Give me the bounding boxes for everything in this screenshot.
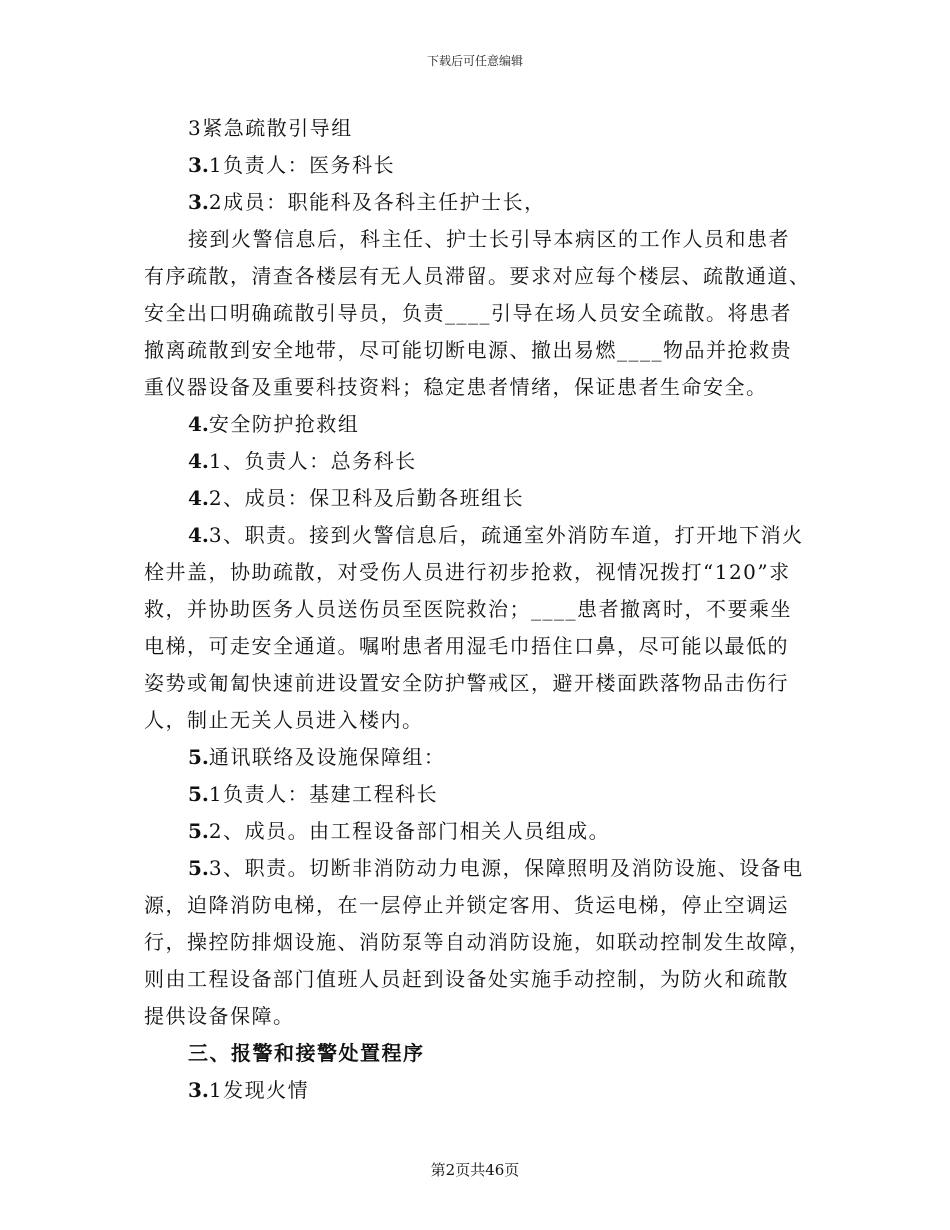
line-text: 则由工程设备部门值班人员赶到设备处实施手动控制，为防火和疏散	[144, 967, 789, 991]
item-number: 4.	[188, 449, 209, 473]
paragraph-line	[144, 850, 809, 887]
paragraph-line	[144, 258, 809, 295]
line-text: 栓井盖，协助疏散，对受伤人员进行初步抢救，视情况拨打“120”求	[144, 560, 791, 584]
line-text: 2、成员。由工程设备部门相关人员组成。	[208, 819, 611, 843]
paragraph-line	[144, 443, 809, 480]
paragraph-line	[144, 813, 809, 850]
page-footer: 第2页共46页	[430, 1161, 520, 1179]
line-text: 撤离疏散到安全地带，尽可能切断电源、撤出易燃____物品并抢救贵	[144, 338, 792, 362]
paragraph-line	[144, 924, 809, 961]
line-text: 1负责人：基建工程科长	[208, 782, 439, 806]
item-number: 4.	[188, 412, 209, 436]
paragraph-line	[144, 554, 809, 591]
line-text: 3、职责。接到火警信息后，疏通室外消防车道，打开地下消火	[208, 523, 804, 547]
line-text: 1发现火情	[208, 1078, 310, 1102]
paragraph-line	[144, 1072, 809, 1109]
paragraph-line	[144, 702, 809, 739]
paragraph-line	[144, 517, 809, 554]
item-number: 3	[188, 116, 203, 140]
line-text: 1、负责人：总务科长	[208, 449, 417, 473]
line-text: 1负责人：医务科长	[208, 153, 396, 177]
document-body	[144, 110, 809, 1109]
paragraph-line	[144, 776, 809, 813]
page-header: 下载后可任意编辑	[426, 54, 523, 68]
paragraph-line	[144, 887, 809, 924]
line-text: 有序疏散，清查各楼层有无人员滞留。要求对应每个楼层、疏散通道、	[144, 264, 811, 288]
paragraph-line	[144, 591, 809, 628]
line-text: 提供设备保障。	[144, 1004, 295, 1028]
line-text: 安全防护抢救组	[208, 412, 360, 436]
paragraph-line	[144, 184, 809, 221]
paragraph-line	[144, 295, 809, 332]
paragraph-line	[144, 628, 809, 665]
item-number: 5.	[188, 819, 209, 843]
line-text: 三、报警和接警处置程序	[188, 1041, 425, 1065]
line-text: 2成员：职能科及各科主任护士长，	[208, 190, 546, 214]
line-text: 源，迫降消防电梯，在一层停止并锁定客用、货运电梯，停止空调运	[144, 893, 789, 917]
paragraph-line	[144, 332, 809, 369]
line-text: 人，制止无关人员进入楼内。	[144, 708, 424, 732]
line-text: 救，并协助医务人员送伤员至医院救治；____患者撤离时，不要乘坐	[144, 597, 792, 621]
paragraph-line	[144, 480, 809, 517]
paragraph-line	[144, 998, 809, 1035]
paragraph-line	[144, 369, 809, 406]
item-number: 3.	[188, 190, 209, 214]
line-text: 紧急疏散引导组	[202, 116, 353, 140]
line-text: 行，操控防排烟设施、消防泵等自动消防设施，如联动控制发生故障，	[144, 930, 811, 954]
item-number: 5.	[188, 745, 209, 769]
line-text: 重仪器设备及重要科技资料；稳定患者情绪，保证患者生命安全。	[144, 375, 768, 399]
paragraph-line	[144, 739, 809, 776]
line-text: 电梯，可走安全通道。嘱咐患者用湿毛巾捂住口鼻，尽可能以最低的	[144, 634, 789, 658]
item-number: 5.	[188, 782, 209, 806]
line-text: 2、成员：保卫科及后勤各班组长	[208, 486, 525, 510]
item-number: 5.	[188, 856, 209, 880]
paragraph-line	[144, 221, 809, 258]
paragraph-line	[144, 961, 809, 998]
paragraph-line	[144, 665, 809, 702]
item-number: 4.	[188, 486, 209, 510]
line-text: 姿势或匍匐快速前进设置安全防护警戒区，避开楼面跌落物品击伤行	[144, 671, 789, 695]
item-number: 3.	[188, 153, 209, 177]
paragraph-line	[144, 406, 809, 443]
section-heading	[144, 1035, 809, 1072]
line-text: 安全出口明确疏散引导员，负责____引导在场人员安全疏散。将患者	[144, 301, 792, 325]
line-text: 通讯联络及设施保障组：	[208, 745, 446, 769]
paragraph-line	[144, 147, 809, 184]
item-number: 4.	[188, 523, 209, 547]
item-number: 3.	[188, 1078, 209, 1102]
paragraph-line	[144, 110, 809, 147]
line-text: 接到火警信息后，科主任、护士长引导本病区的工作人员和患者	[188, 227, 790, 251]
line-text: 3、职责。切断非消防动力电源，保障照明及消防设施、设备电	[208, 856, 804, 880]
